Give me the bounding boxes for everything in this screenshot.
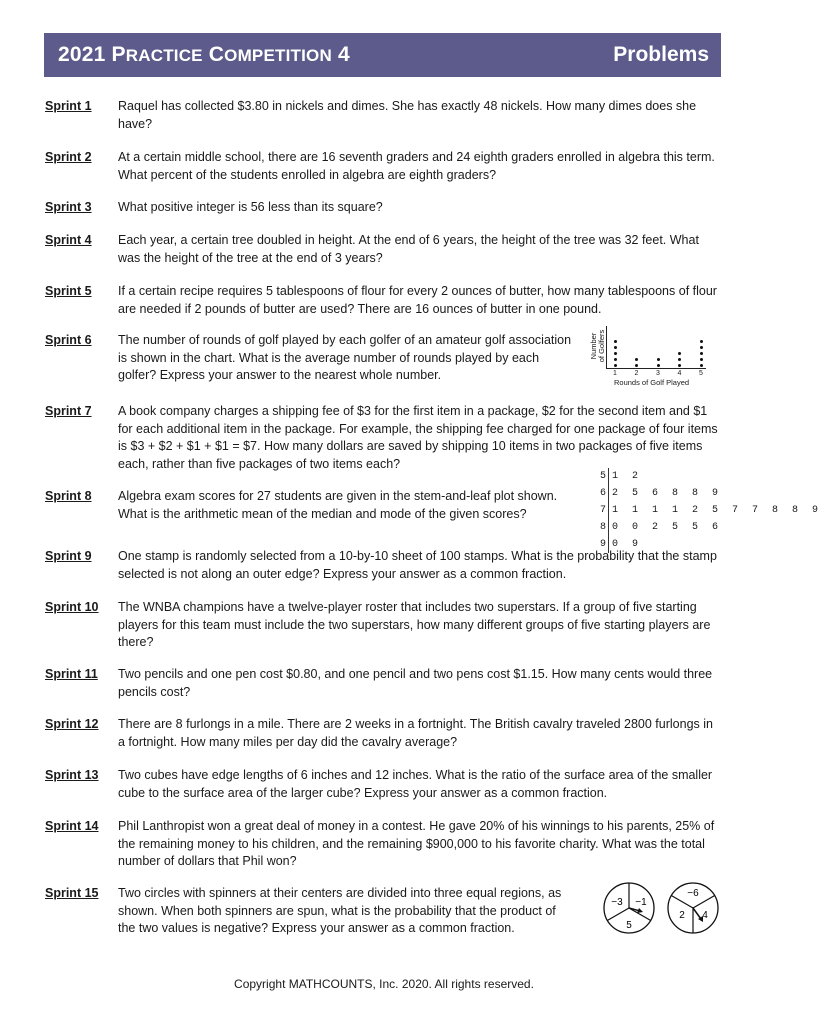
spinner-value: −1 [635,897,647,908]
problem-text: The WNBA champions have a twelve-player roster that includes two superstars. If a group of five starting players for this team must include the two superstars, how many different groups of five starting players are there? [118,600,711,649]
problem-text: The number of rounds of golf played by each golfer of an amateur golf association is shown in the chart. What is the average number of rounds played by each golfer? Express your answer to the nearest whole number. [118,333,572,382]
spinner-diagram [602,878,722,938]
stem-row: 7 1 1 1 1 2 5 7 7 8 8 9 [597,502,822,519]
spinner-value: 2 [679,910,685,921]
problem-label: Sprint 1 [45,99,92,113]
problem-sprint-14 [45,818,721,871]
stem-row: 9 0 9 [597,536,822,553]
stem-row: 6 2 5 6 8 8 9 [597,485,822,502]
dot [700,364,703,367]
problem-text: Each year, a certain tree doubled in height. At the end of 6 years, the height of the tree was 32 feet. What was the height of the tree at the end of 3 years? [118,233,699,265]
problem-sprint-4 [45,232,721,267]
dot [614,346,617,349]
right-spinner [668,883,718,933]
problem-text: Two pencils and one pen cost $0.80, and one pencil and two pens cost $1.15. How many cents would three pencils cost? [118,667,713,699]
dot-plot-y-axis [606,326,607,368]
golf-dot-plot [584,322,714,392]
dot [700,340,703,343]
copyright-footer: Copyright MATHCOUNTS, Inc. 2020. All rights reserved. [234,977,534,991]
problem-sprint-13 [45,767,721,802]
section-title: Problems [613,43,709,66]
problem-text: At a certain middle school, there are 16 seventh graders and 24 eighth graders enrolled in algebra this term. What percent of the students enrolled in algebra are eighth graders? [118,150,715,182]
problem-text: Algebra exam scores for 27 students are given in the stem-and-leaf plot shown. What is the arithmetic mean of the median and mode of the given scores? [118,489,558,521]
problem-text: Phil Lanthropist won a great deal of money in a contest. He gave 20% of his winnings to his parents, 25% of the remaining money to his children, and the remaining $900,000 to his favorite charity. What was the total number of dollars that Phil won? [118,819,715,868]
problem-text: Two circles with spinners at their centers are divided into three equal regions, as shown. When both spinners are spun, what is the probability that the product of the two values is negative? Express your answer as a common fraction. [118,886,562,935]
problem-sprint-2 [45,149,721,184]
problem-text: Raquel has collected $3.80 in nickels and dimes. She has exactly 48 nickels. How many dimes does she have? [118,99,697,131]
problem-sprint-3 [45,199,721,217]
problem-sprint-10 [45,599,721,652]
problem-label: Sprint 6 [45,333,92,347]
problem-label: Sprint 8 [45,489,92,503]
problem-sprint-7 [45,403,721,473]
dot [700,358,703,361]
problem-label: Sprint 15 [45,886,99,900]
spinner-value: −6 [687,888,699,899]
problem-label: Sprint 3 [45,200,92,214]
spinner-value: 5 [626,920,632,931]
left-spinner [604,883,654,933]
problem-sprint-9 [45,548,721,583]
problem-label: Sprint 10 [45,600,99,614]
page-header [44,33,721,77]
problem-label: Sprint 2 [45,150,92,164]
dot [657,364,660,367]
problem-text: There are 8 furlongs in a mile. There are 2 weeks in a fortnight. The British cavalry traveled 2800 furlongs in a fortnight. How many miles per day did the cavalry average? [118,717,713,749]
dot-column [677,349,683,367]
problem-text: A book company charges a shipping fee of $3 for the first item in a package, $2 for the second item and $1 for each additional item in the package. For example, the shipping fee charged for one package of four items is $3 + $2 + $1 + $1 = $7. How many dollars are saved by shipping 10 items in two packages of five items each, rather than five packages of two items each? [118,404,718,471]
dot-plot-tick: 3 [656,370,660,377]
competition-title: 2021 PRACTICE COMPETITION 4 [58,43,350,66]
dot-column [698,337,704,367]
problem-sprint-5 [45,283,721,318]
dot [635,358,638,361]
dot-column [634,355,640,367]
problem-label: Sprint 4 [45,233,92,247]
dot [635,364,638,367]
dot [678,364,681,367]
dot-plot-tick: 4 [677,370,682,377]
dot-plot-tick: 5 [699,370,703,377]
dot [678,358,681,361]
dot [614,340,617,343]
problem-label: Sprint 14 [45,819,99,833]
dot-column [612,337,618,367]
problem-text: Two cubes have edge lengths of 6 inches and 12 inches. What is the ratio of the surface area of the smaller cube to the surface area of the larger cube? Express your answer as a common fraction. [118,768,713,800]
dot-plot-tick: 1 [613,370,617,377]
problem-label: Sprint 12 [45,717,99,731]
stem-row: 5 1 2 [597,468,822,485]
dot [614,358,617,361]
dot [657,358,660,361]
problem-text: One stamp is randomly selected from a 10-by-10 sheet of 100 stamps. What is the probability that the stamp selected is not along an outer edge? Express your answer as a common fraction. [118,549,717,581]
problem-sprint-12 [45,716,721,751]
spinner-value: −3 [611,897,623,908]
problem-sprint-11 [45,666,721,701]
dot-plot-x-label: Rounds of Golf Played [614,378,690,387]
dot [614,364,617,367]
problem-text: What positive integer is 56 less than its square? [118,200,383,214]
dot-column [655,355,661,367]
problem-label: Sprint 11 [45,667,98,681]
problem-label: Sprint 5 [45,284,92,298]
stem-row: 8 0 0 2 5 5 6 [597,519,822,536]
spinner-value: 4 [702,910,708,921]
dot-plot-x-axis [606,368,706,369]
problem-sprint-1 [45,98,721,133]
problem-text: If a certain recipe requires 5 tablespoons of flour for every 2 ounces of butter, how many tablespoons of flour are needed if 2 pounds of butter are used? There are 16 ounces of butter in one pound. [118,284,717,316]
problem-label: Sprint 13 [45,768,99,782]
problem-label: Sprint 9 [45,549,92,563]
dot [678,352,681,355]
stem-and-leaf-plot [597,468,822,553]
dot-plot-tick: 2 [634,370,639,377]
dot-plot-y-label: Number of Golfers [589,329,606,363]
dot [614,352,617,355]
problem-label: Sprint 7 [45,404,92,418]
dot [700,352,703,355]
dot [700,346,703,349]
